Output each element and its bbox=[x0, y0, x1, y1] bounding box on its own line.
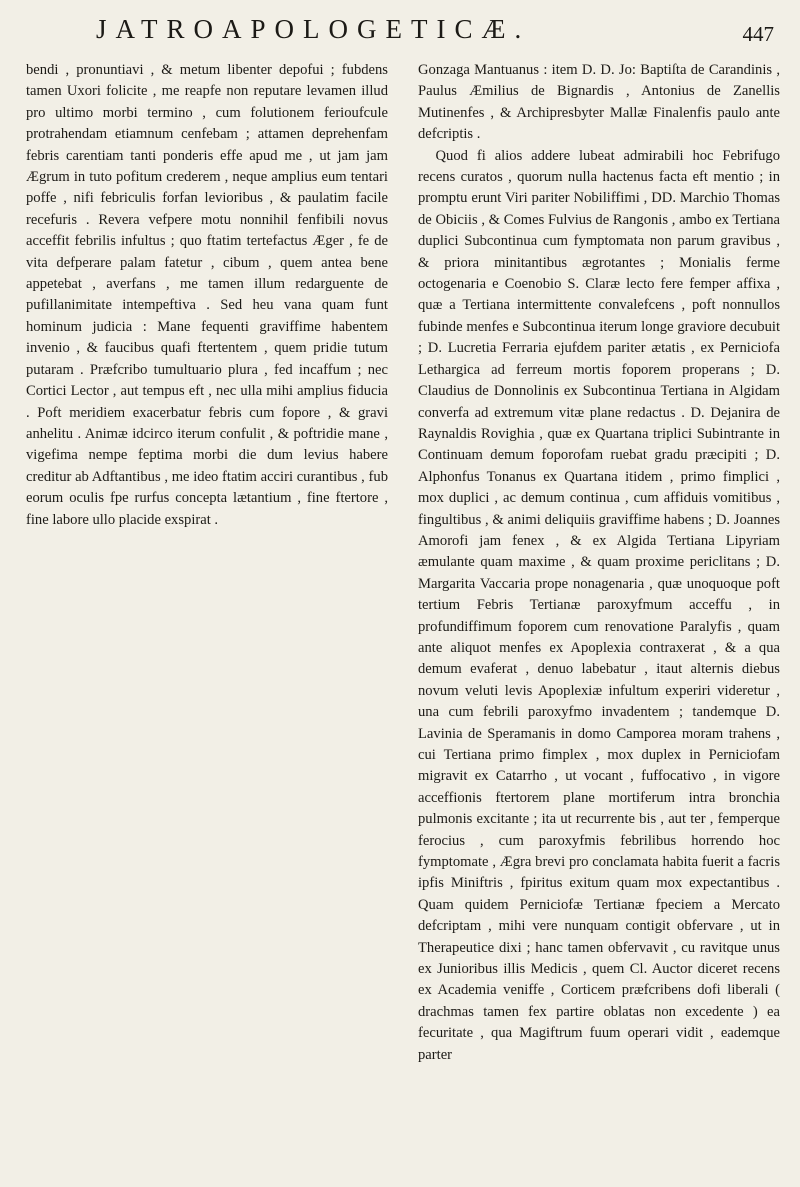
paragraph: Gonzaga Mantuanus : item D. D. Jo: Baptiſta de Carandinis , Paulus Æmilius de Bignardis , Antonius de Zanellis Mutinenfes , & Archipresbyter Mallæ Finalenfis paulo ante defcriptis . bbox=[418, 62, 780, 143]
right-column bbox=[418, 60, 780, 1066]
paragraph: bendi , pronuntiavi , & metum libenter depofui ; fubdens tamen Uxori folicite , me reapfe non reputare levamen illud pro ultimo morbi termino , cum folutionem ferioufcule protrahendam etiamnum cenfebam ; attamen deprehenfam febris carentiam tanti ponderis effe apud me , ut jam jam Ægrum in tuto pofitum crederem , neque amplius eum tentari poffe , nifi febriculis forfan levioribus , & paulatim facile recefuris . Revera vefpere motu nonnihil fenfibili novus acceffit febrilis infultus ; quo ftatim tertefactus Æger , fe de vita defperare palam fatetur , cibum , quem antea bene appetebat , averfans , me tamen illum redarguente de pufillanimitate intempeftiva . Sed heu vana quam funt hominum judicia : Mane fequenti graviffime habentem invenio , & faucibus quafi ftertentem , quem pridie tutum putaram . Præfcribo tumultuario plura , fed incaffum ; nec Cortici Lector , aut tempus eft , nec ulla mihi amplius fiducia . Poft meridiem exacerbatur febris cum fopore , & gravi anhelitu . Animæ idcirco iterum confulit , & poftridie mane , vigefima nempe feptima morbi die dum levius habere creditur ab Adftantibus , me ideo ftatim acciri curantibus , fub eorum oculis fpe rurfus concepta lætantium , fine ftertore , fine labore ullo placide exspirat . bbox=[26, 62, 388, 528]
text-columns bbox=[26, 60, 780, 1066]
page-header bbox=[26, 14, 780, 54]
running-head: JATROAPOLOGETICÆ. bbox=[96, 14, 531, 44]
page-number: 447 bbox=[742, 22, 774, 46]
paragraph: Quod fi alios addere lubeat admirabili hoc Febrifugo recens curatos , quorum nulla hactenus facta eft mentio ; in promptu erunt Viri pariter Nobiliffimi , DD. Marchio Thomas de Obiciis , & Comes Fulvius de Rangonis , ambo ex Tertiana duplici Subcontinua cum fymptomata non parum gravibus , & priora minitantibus ægrotantes ; Monialis ferme octogenaria e Coenobio S. Claræ lecto fere femper affixa , quæ a Tertiana intermittente convalefcens , poft nonnullos fubinde menfes e Subcontinua iterum longe graviore decubuit ; D. Lucretia Ferraria ejufdem pariter ætatis , ex Perniciofa Lethargica ad ferreum mortis foporem properans ; D. Claudius de Donnolinis ex Subcontinua Tertiana in Algidam converfa ad extremum vitæ plane redactus . D. Dejanira de Raynaldis Rovighia , quæ ex Quartana triplici Subintrante in Continuam demum foporofam ruebat gradu præcipiti ; D. Alphonfus Tonanus ex Quartana itidem , primo fimplici , mox duplici , ac demum continua , cum affiduis vomitibus , fingultibus , & animi deliquiis graviffime habens ; D. Joannes Amorofi jam fenex , & ex Algida Tertiana Lipyriam æmulante quam maxime , & quam proxime periclitans ; D. Margarita Vaccaria prope nonagenaria , quæ unoquoque poft tertium Febris Tertianæ paroxyfmum acceffu , in profundiffimum foporem cum renovatione Paralyfis , quam ante aliquot menfes ex Apoplexia contraxerat , & a qua demum evaferat , denuo labebatur , itaut alternis diebus novum veluti levis Apoplexiæ infultum experiri videretur , una cum febrili paroxyfmo invadentem ; tandemque D. Lavinia de Speramanis in domo Camporea moram trahens , cui Tertiana primo fimplex , mox duplex in Perniciofam migravit ex Catarrho , ut vocant , fuffocativo , in vigore acceffionis ftertorem plane mortiferum intra bronchia pulmonis excitante ; ita ut recurrente bis , aut ter , femperque ferocius , cum paroxyfmis febrilibus horrendo hoc fymptomate , Ægra brevi pro conclamata habita fuerit a facris ipfis Miniftris , fpiritus exitum quam mox expectantibus . Quam quidem Perniciofæ Tertianæ fpeciem a Mercato defcriptam , mihi vere nunquam contigit obfervare , ut in Therapeutice dixi ; hanc tamen obfervavit , cu ravitque unus ex Junioribus illis Medicis , quem Cl. Auctor diceret recens ex Academia veniffe , Corticem præfcribens dofi liberali ( drachmas tamen fex partire oblatas non excedente ) ea fecuritate , qua Magiftrum fuum operari vidit , eademque parter bbox=[418, 147, 780, 1063]
left-column bbox=[26, 60, 388, 1066]
